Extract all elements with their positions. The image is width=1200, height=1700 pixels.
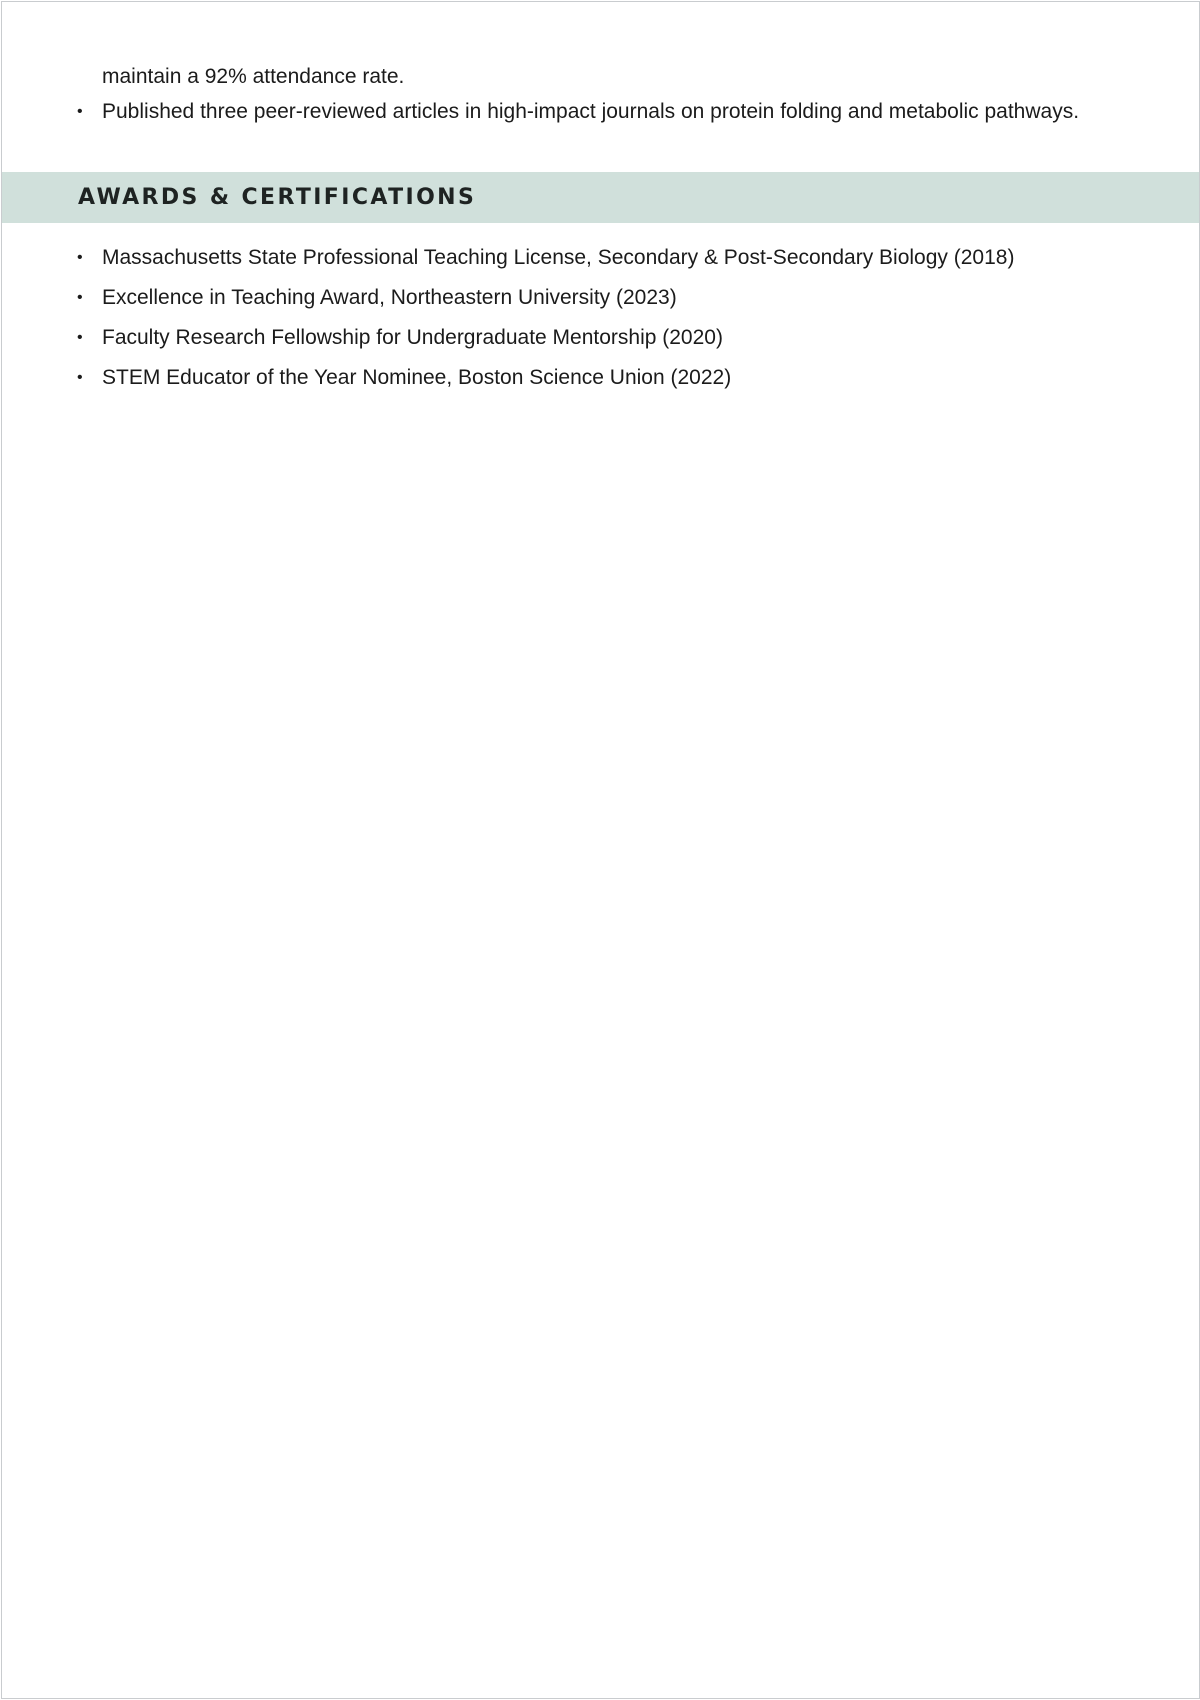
section-header-band	[2, 172, 1199, 223]
awards-list	[2, 240, 1199, 400]
list-item-text: Faculty Research Fellowship for Undergraduate Mentorship (2020)	[102, 326, 723, 349]
bullet-icon: •	[77, 329, 83, 346]
list-item	[2, 360, 1199, 400]
list-item	[2, 240, 1199, 280]
bullet-icon: •	[77, 103, 83, 120]
list-item-text: Massachusetts State Professional Teaching License, Secondary & Post-Secondary Biology (2018)	[102, 246, 1015, 269]
list-item-text: Excellence in Teaching Award, Northeastern University (2023)	[102, 286, 677, 309]
continued-bullet-text: maintain a 92% attendance rate.	[102, 65, 405, 88]
list-item	[2, 280, 1199, 320]
list-item-text: STEM Educator of the Year Nominee, Boston Science Union (2022)	[102, 366, 732, 389]
bullet-icon: •	[77, 369, 83, 386]
list-item	[2, 94, 1199, 130]
bullet-icon: •	[77, 289, 83, 306]
resume-page	[1, 1, 1200, 1699]
bullet-icon: •	[77, 249, 83, 266]
section-heading: AWARDS & CERTIFICATIONS	[78, 185, 477, 210]
list-item-text: Published three peer-reviewed articles in high-impact journals on protein folding and metabolic pathways.	[102, 100, 1080, 123]
list-item	[2, 320, 1199, 360]
experience-bullet-list	[2, 94, 1199, 130]
